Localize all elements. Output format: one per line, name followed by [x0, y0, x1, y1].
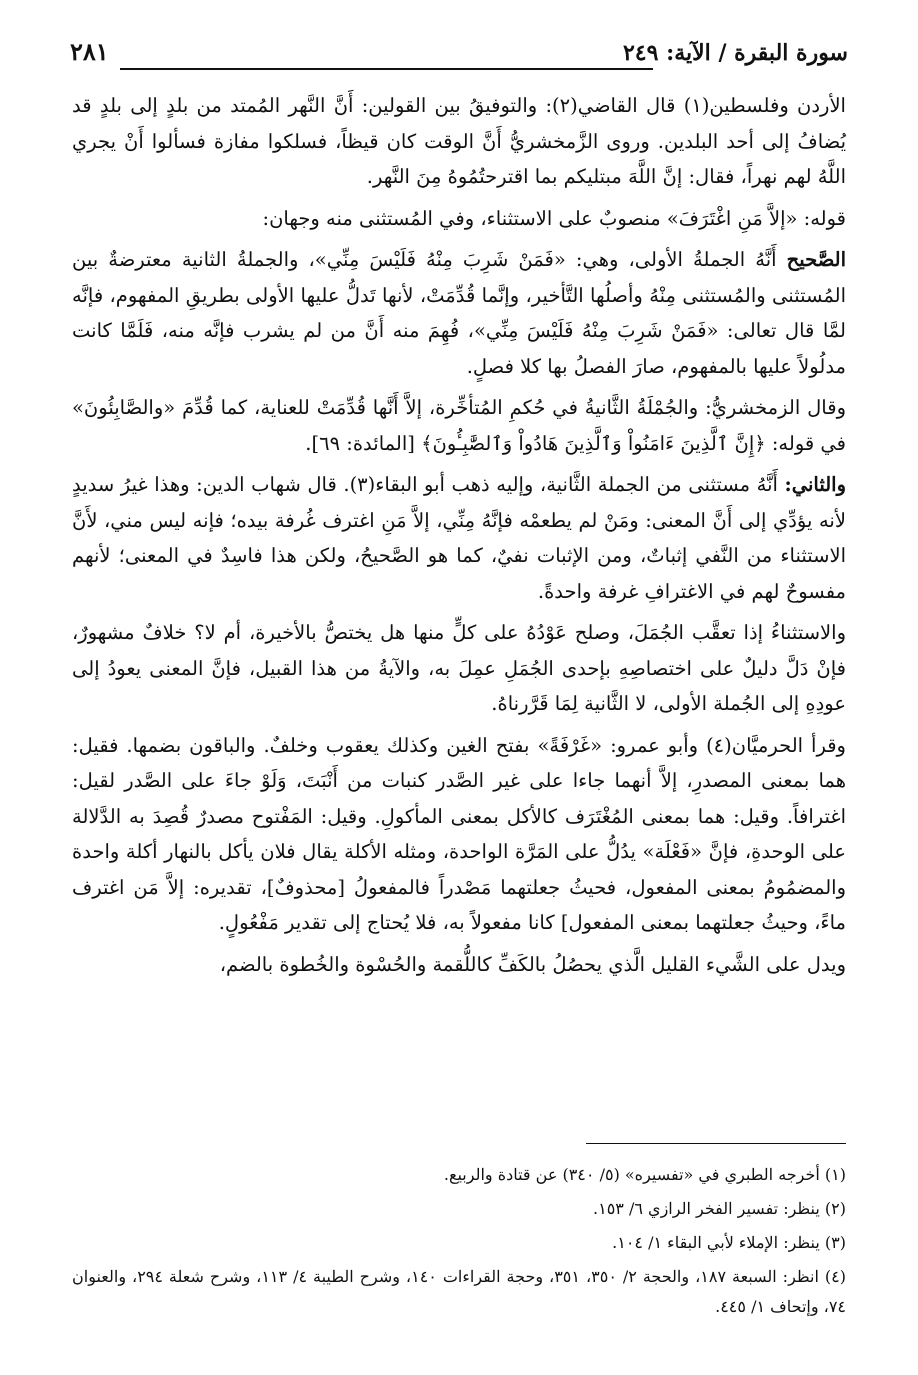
paragraph-text: قوله: «إلاَّ مَنِ اغْتَرَفَ» منصوبٌ على الاستثناء، وفي المُستثنى منه وجهان:	[262, 206, 846, 230]
paragraph-second-view	[72, 467, 846, 609]
paragraph-first-view	[72, 242, 846, 384]
main-text	[72, 88, 846, 988]
paragraph-lead-word: والثاني:	[784, 473, 846, 496]
paragraph-text: وقرأ الحرميَّان(٤) وأبو عمرو: «غَرْفَةً» بفتح الغين وكذلك يعقوب وخلفٌ. والباقون بضمها. فقيل: هما بمعنى المصدرِ، إلاَّ أنهما جاءا على غير الصَّدر كنبات من أَنْبَتَ، وَلَوْ جاءَ على الصَّدر لقيل: اغترافاً. وقيل: هما بمعنى المُغْتَرَف كالأكل بمعنى المأكولِ. وقيل: المَفْتوح مصدرٌ قُصِدَ به الدَّلالة على الوحدةِ، فإنَّ «فَعْلَة» يدُلُّ على المَرَّة الواحدة، ومثله الأكلة يقال فلان يأكل بالنهار أكلة واحدة والمضمُومُ بمعنى المفعول، فحيثُ جعلتهما مَصْدراً فالمفعولُ [محذوفٌ]، تقديره: إلاَّ مَن اغترف ماءً، وحيثُ جعلتهما بمعنى المفعول] كانا مفعولاً به، فلا يُحتاج إلى تقدير مَفْعُولٍ.	[72, 733, 846, 934]
header-rule	[120, 68, 653, 70]
footnote-4: (٤) انظر: السبعة ١٨٧، والحجة ٢/ ٣٥٠، ٣٥١، وحجة القراءات ١٤٠، وشرح الطيبة ٤/ ١١٣، وشرح شعلة ٢٩٤، والعنوان ٧٤، وإتحاف ١/ ٤٤٥.	[72, 1267, 846, 1316]
footnotes	[72, 1160, 846, 1326]
paragraph-lead-word: الصَّحيح	[786, 248, 846, 271]
footnote-1: (١) أخرجه الطبري في «تفسيره» (٥/ ٣٤٠) عن قتادة والربيع.	[443, 1165, 846, 1184]
paragraph-text: الأردن وفلسطين(١) قال القاضي(٢): والتوفيقُ بين القولين: أَنَّ النَّهر المُمتد من بلدٍ إلى بلدٍ قد يُضافُ إلى أحد البلدين. وروى الزَّمخشريُّ أَنَّ الوقت كان قيظاً، فسلكوا مفازة فسألوا أَنْ يجري اللَّهُ لهم نهراً، فقال: إنَّ اللَّهَ مبتليكم بما اقترحتُمُوهُ مِنَ النَّهر.	[72, 94, 846, 188]
paragraph-text: ويدل على الشَّيء القليل الَّذي يحصُلُ بالكَفِّ كاللُّقمة والحُسْوة والخُطوة بالضم،	[219, 952, 846, 976]
paragraph-exception-statement	[72, 201, 846, 237]
paragraph-zamakhshari	[72, 390, 846, 461]
paragraph-text: وقال الزمخشريُّ: والجُمْلَةُ الثَّانيةُ في حُكمِ المُتأخِّرة، إلاَّ أَنَّها قُدِّمَتْ للعناية، كما قُدِّمَ «والصَّابِئُونَ» في قوله: ﴿إِنَّ ٱلَّذِينَ ءَامَنُواْ وَٱلَّذِينَ هَادُواْ وَٱلصَّٰبِـُٔونَ﴾ [المائدة: ٦٩].	[72, 396, 846, 455]
footnote-3: (٣) ينظر: الإملاء لأبي البقاء ١/ ١٠٤.	[612, 1233, 846, 1252]
running-title: سورة البقرة / الآية: ٢٤٩	[622, 40, 848, 66]
footnote-separator	[586, 1143, 846, 1144]
paragraph-text: أَنَّهُ الجملةُ الأولى، وهي: «فَمَنْ شَرِبَ مِنْهُ فَلَيْسَ مِنِّي»، والجملةُ الثانية معترضةٌ بين المُستثنى والمُستثنى مِنْهُ وأصلُها التَّأخير، وإنَّما قُدِّمَتْ، لأنها تَدلُّ عليها الأولى بطريقِ المفهوم، فإنَّه لمَّا قال تعالى: «فَمَنْ شَرِبَ مِنْهُ فَلَيْسَ مِنِّي»، فُهِمَ منه أَنَّ من لم يشرب فإنَّه منه، فَلَمَّا كانت مدلُولاً عليها بالمفهوم، صارَ الفصلُ بها كلا فصلٍ.	[72, 248, 846, 378]
page-header	[70, 26, 848, 70]
footnote-2: (٢) ينظر: تفسير الفخر الرازي ٦/ ١٥٣.	[593, 1199, 846, 1218]
paragraph-text: والاستثناءُ إذا تعقَّب الجُمَلَ، وصلح عَوْدُهُ على كلٍّ منها هل يختصُّ بالأخيرة، أم لا؟ خلافٌ مشهورٌ، فإنْ دَلَّ دليلٌ على اختصاصِهِ بإحدى الجُمَلِ عمِلَ به، والآيةُ من هذا القبيل، فإنَّ المعنى يعودُ إلى عودِهِ إلى الجُملة الأولى، لا الثَّانية لِمَا قَرَّرناهُ.	[72, 621, 846, 715]
page-number: ٢٨١	[70, 37, 109, 66]
paragraph-readings	[72, 728, 846, 941]
paragraph-exception-rule	[72, 615, 846, 722]
paragraph-text: أَنَّهُ مستثنى من الجملة الثَّانية، وإليه ذهب أبو البقاء(٣). قال شهاب الدين: وهذا غيرُ سديدٍ لأنه يؤدِّي إلى أَنَّ المعنى: ومَنْ لم يطعمْه فإنَّهُ مِنِّي، إلاَّ مَنِ اغترف غُرفة بيده؛ فإنه ليس مني، لأَنَّ الاستثناء من النَّفي إثباتٌ، ومن الإثبات نفيٌ، كما هو الصَّحيحُ، ولكن هذا فاسِدٌ في المعنى؛ لأنهم مفسوحٌ لهم في الاغترافِ غرفة واحدةً.	[72, 473, 846, 603]
paragraph-intro	[72, 88, 846, 195]
paragraph-closing	[72, 947, 846, 983]
